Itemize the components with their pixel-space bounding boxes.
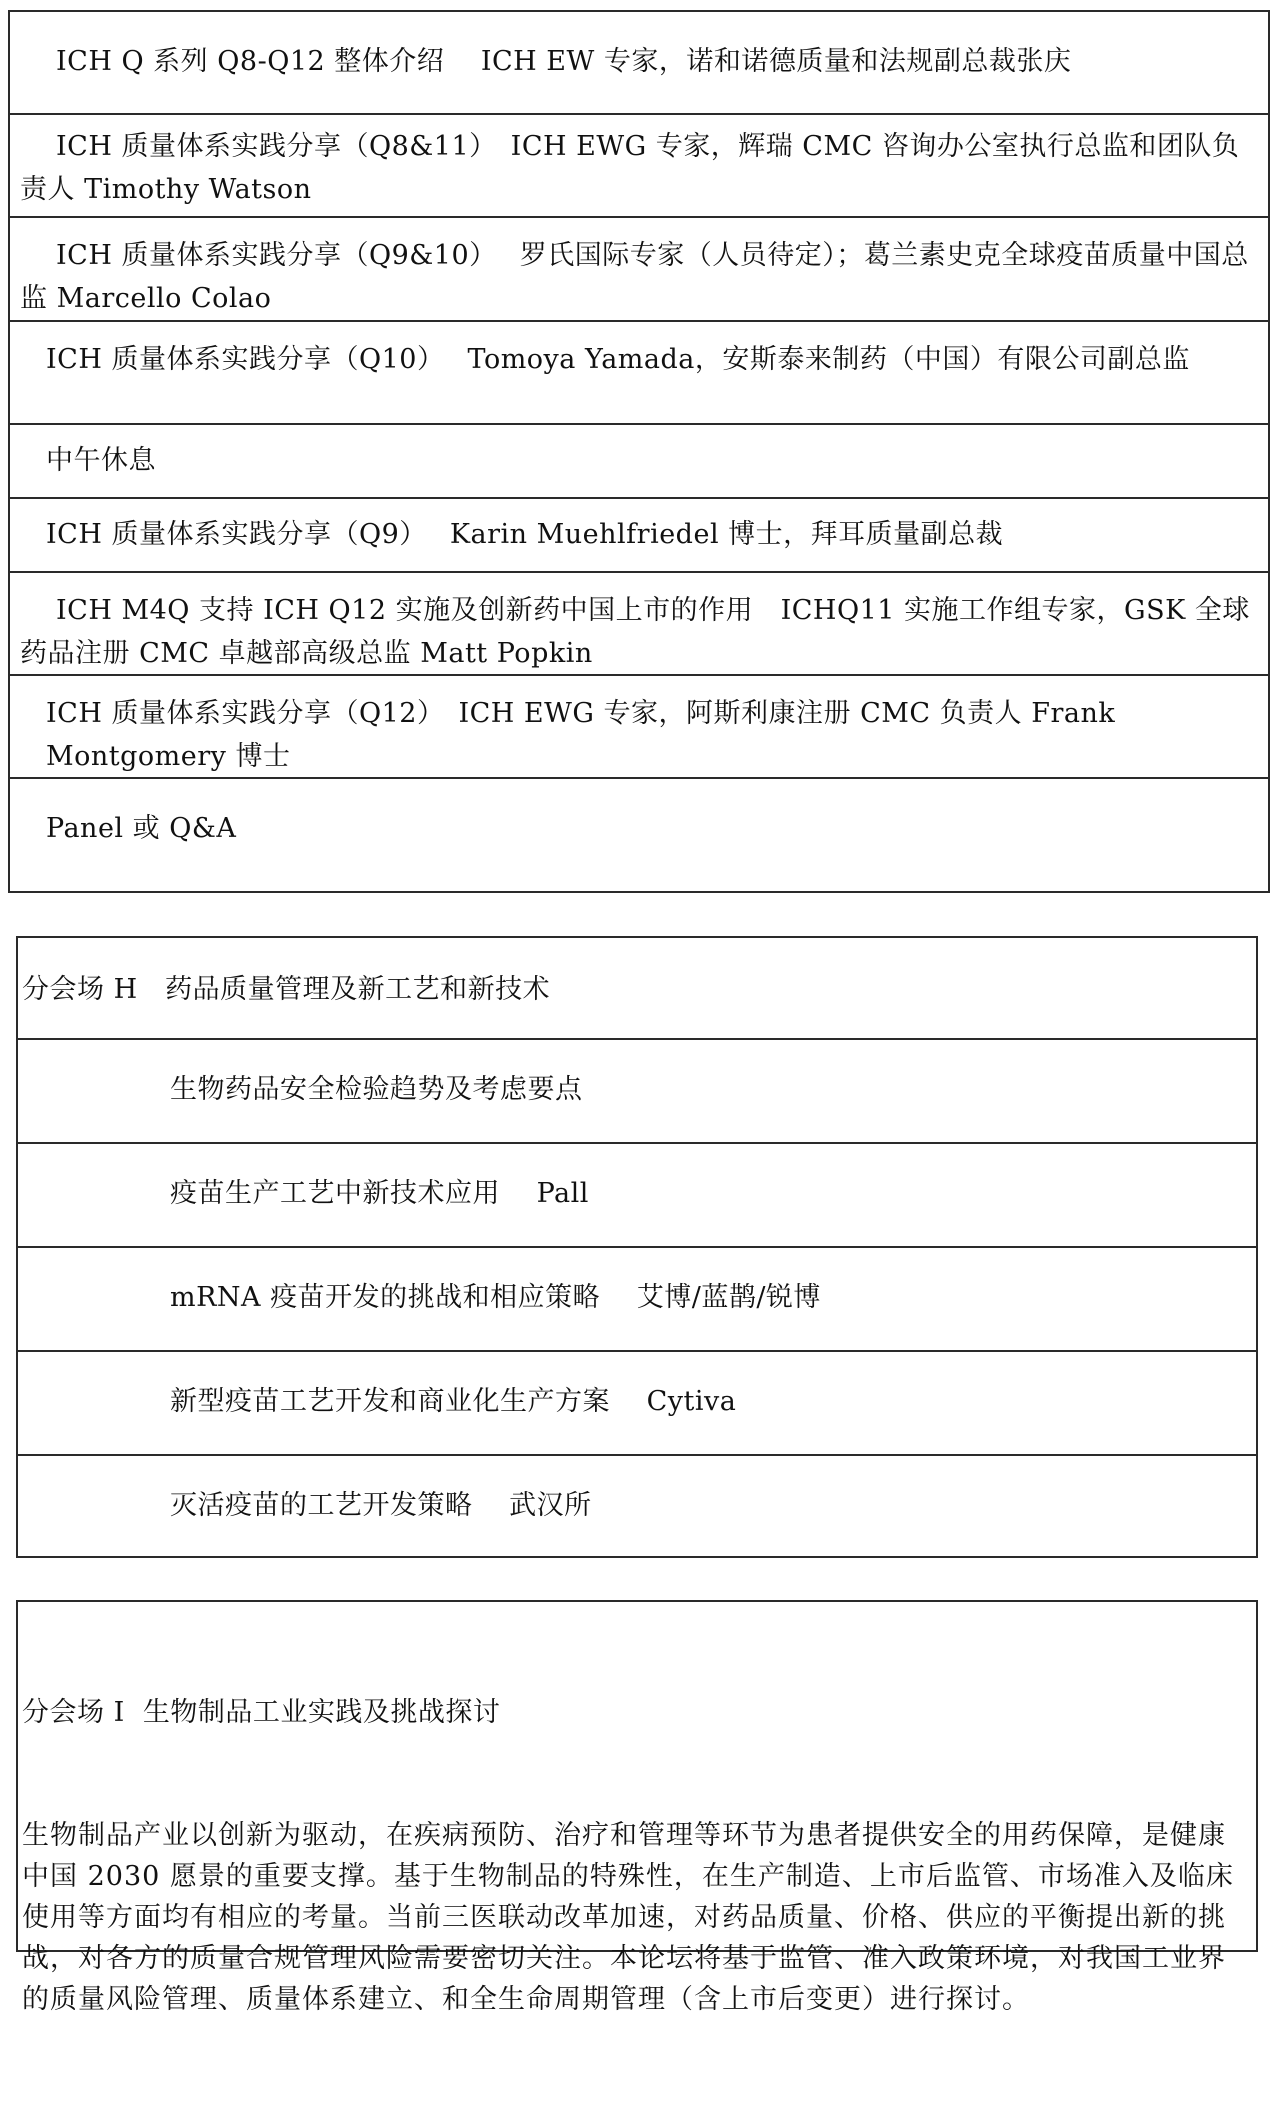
agenda-row: 生物药品安全检验趋势及考虑要点 [18,1040,1256,1144]
agenda-row-panel: Panel 或 Q&A [46,813,237,844]
session-i-box [16,1600,1258,2015]
agenda-row: 新型疫苗工艺开发和商业化生产方案 Cytiva [18,1352,1256,1456]
agenda-row: mRNA 疫苗开发的挑战和相应策略 艾博/蓝鹊/锐博 [18,1248,1256,1352]
agenda-row: ICH 质量体系实践分享（Q8&11） ICH EWG 专家，辉瑞 CMC 咨询办公室执行总监和团队负责人 Timothy Watson [10,115,1268,218]
agenda-table-ich [8,10,1270,893]
agenda-row: ICH M4Q 支持 ICH Q12 实施及创新药中国上市的作用 ICHQ11 实施工作组专家，GSK 全球药品注册 CMC 卓越部高级总监 Matt Popkin [10,573,1268,676]
session-h-header: 分会场 H 药品质量管理及新工艺和新技术 [18,938,1256,1040]
agenda-row: 灭活疫苗的工艺开发策略 武汉所 [170,1490,592,1521]
agenda-row: ICH 质量体系实践分享（Q9&10） 罗氏国际专家（人员待定）；葛兰素史克全球疫苗质量中国总监 Marcello Colao [10,218,1268,322]
agenda-row: ICH 质量体系实践分享（Q9） Karin Muehlfriedel 博士，拜耳质量副总裁 [10,499,1268,573]
session-i-description: 生物制品产业以创新为驱动，在疾病预防、治疗和管理等环节为患者提供安全的用药保障，是健康中国 2030 愿景的重要支撑。基于生物制品的特殊性，在生产制造、上市后监管、市场准入及临床使用等方面均有相应的考量。当前三医联动改革加速，对药品质量、价格、供应的平衡提出新的挑战，对各方的质量合规管理风险需要密切关注。本论坛将基于监管、准入政策环境，对我国工业界的质量风险管理、质量体系建立、和全生命周期管理（含上市后变更）进行探讨。 [22,1820,1234,2015]
agenda-row: ICH 质量体系实践分享（Q10） Tomoya Yamada，安斯泰来制药（中国）有限公司副总监 [10,322,1268,425]
agenda-row: ICH 质量体系实践分享（Q12） ICH EWG 专家，阿斯利康注册 CMC 负责人 Frank Montgomery 博士 [10,676,1268,779]
agenda-row: 疫苗生产工艺中新技术应用 Pall [18,1144,1256,1248]
agenda-row-break: 中午休息 [10,425,1268,499]
agenda-table-session-h [16,936,1258,1558]
session-i-content [18,1602,1256,2102]
agenda-row: ICH Q 系列 Q8-Q12 整体介绍 ICH EW 专家，诺和诺德质量和法规副总裁张庆 [10,12,1268,115]
session-i-title: 分会场 I 生物制品工业实践及挑战探讨 [22,1697,501,1728]
